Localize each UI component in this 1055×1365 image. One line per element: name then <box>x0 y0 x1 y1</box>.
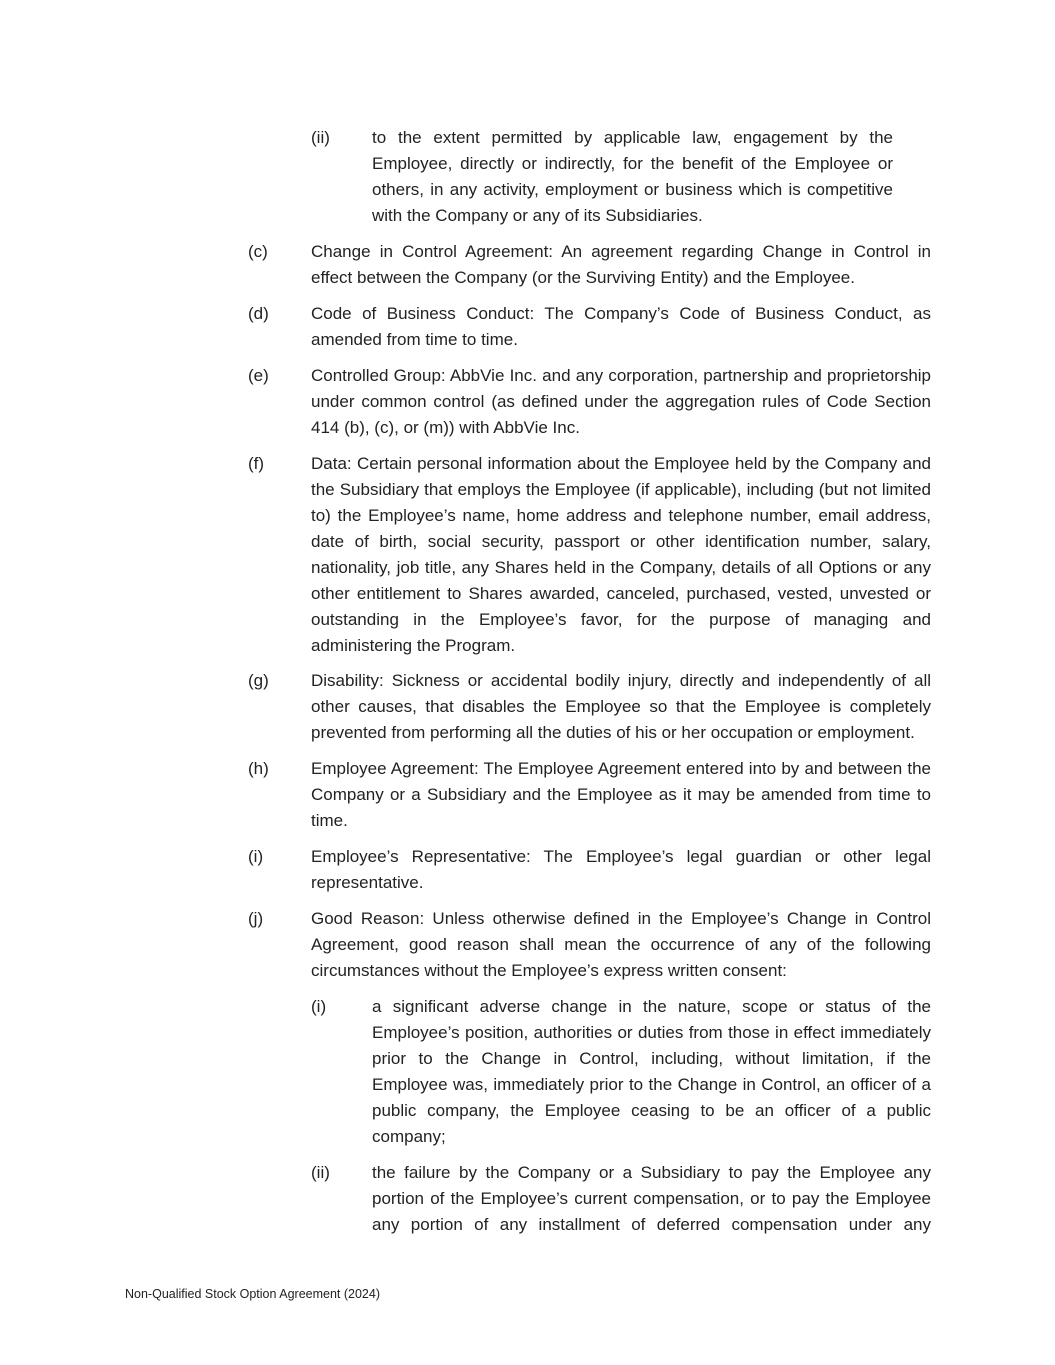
clause-item <box>311 125 893 229</box>
subclause-text: the failure by the Company or a Subsidiary to pay the Employee any portion of the Employee’s current compensation, or to pay the Employee any portion of any installment of deferred compensation under any <box>372 1163 931 1234</box>
clause-label: (d) <box>248 304 269 323</box>
clause-label: (h) <box>248 759 269 778</box>
clause-text: Change in Control Agreement: An agreement regarding Change in Control in effect between the Company (or the Surviving Entity) and the Employee. <box>311 242 931 287</box>
subclause-text: a significant adverse change in the nature, scope or status of the Employee’s position, authorities or duties from those in effect immediately prior to the Change in Control, including, without limitation, if the Employee was, immediately prior to the Change in Control, an officer of a public company, the Employee ceasing to be an officer of a public company; <box>372 997 931 1146</box>
clause-label: (ii) <box>311 128 330 147</box>
clause-label: (e) <box>248 366 269 385</box>
subclause-label: (ii) <box>311 1163 330 1182</box>
clause-text: to the extent permitted by applicable law, engagement by the Employee, directly or indirectly, for the benefit of the Employee or others, in any activity, employment or business which is competitive with the Company or any of its Subsidiaries. <box>372 128 893 225</box>
clause-text: Controlled Group: AbbVie Inc. and any corporation, partnership and proprietorship under common control (as defined under the aggregation rules of Code Section 414 (b), (c), or (m)) with AbbVie Inc. <box>311 366 931 437</box>
clause-text: Disability: Sickness or accidental bodily injury, directly and independently of all other causes, that disables the Employee so that the Employee is completely prevented from performing all the duties of his or her occupation or employment. <box>311 671 931 742</box>
subclause-item <box>311 994 931 1150</box>
clause-item <box>248 668 931 746</box>
clause-item <box>248 451 931 659</box>
clause-text: Good Reason: Unless otherwise defined in the Employee’s Change in Control Agreement, good reason shall mean the occurrence of any of the following circumstances without the Employee’s express written consent: <box>311 909 931 980</box>
clause-label: (g) <box>248 671 269 690</box>
clause-item <box>248 239 931 291</box>
subclause-item <box>311 1160 931 1238</box>
clause-item <box>248 756 931 834</box>
subclause-label: (i) <box>311 997 327 1016</box>
clause-label: (f) <box>248 454 265 473</box>
clause-label: (c) <box>248 242 268 261</box>
clause-label: (j) <box>248 909 264 928</box>
clause-item <box>248 906 931 984</box>
clause-text: Employee’s Representative: The Employee’s legal guardian or other legal representative. <box>311 847 931 892</box>
clause-text: Employee Agreement: The Employee Agreement entered into by and between the Company or a Subsidiary and the Employee as it may be amended from time to time. <box>311 759 931 830</box>
clause-item <box>248 363 931 441</box>
clause-item <box>248 301 931 353</box>
page-footer: Non-Qualified Stock Option Agreement (2024) <box>125 1287 380 1301</box>
clause-item <box>248 844 931 896</box>
clause-label: (i) <box>248 847 264 866</box>
clause-text: Data: Certain personal information about the Employee held by the Company and the Subsidiary that employs the Employee (if applicable), including (but not limited to) the Employee’s name, home address and telephone number, email address, date of birth, social security, passport or other identification number, salary, nationality, job title, any Shares held in the Company, details of all Options or any other entitlement to Shares awarded, canceled, purchased, vested, unvested or outstanding in the Employee’s favor, for the purpose of managing and administering the Program. <box>311 454 931 655</box>
clause-text: Code of Business Conduct: The Company’s Code of Business Conduct, as amended from time to time. <box>311 304 931 349</box>
